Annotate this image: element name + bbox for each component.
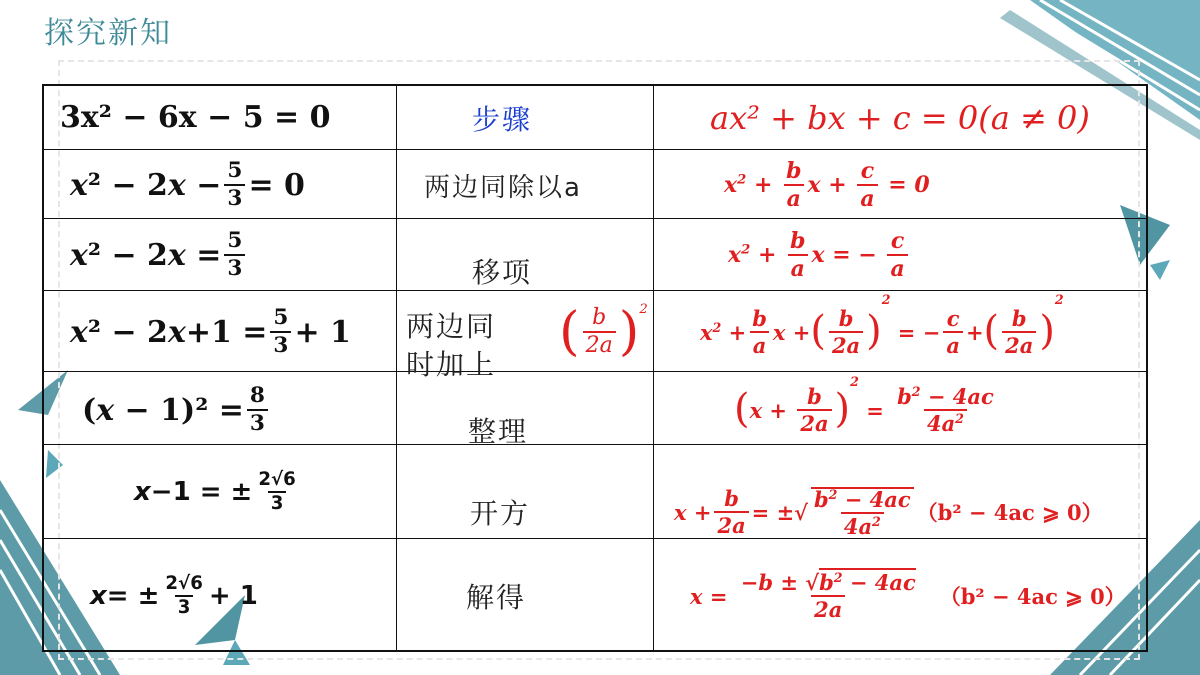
- row-divider: [44, 149, 1146, 150]
- row4-right-formula: ( x + $\frac{b}{2a}$ ) 2 = $\frac{b^2 - 4ac}{4a^2}$: [734, 374, 994, 436]
- row5-left-formula: x−1 = ± $\frac{2√6}{3}$: [134, 468, 296, 514]
- row6-left-formula: x= ± $\frac{2√6}{3}$ + 1: [90, 572, 258, 618]
- row5-step: 开方: [470, 497, 531, 530]
- row4-step: 整理: [468, 415, 529, 448]
- row6-right-formula: x = $\frac{-b \pm √b^2 - 4ac}{2a}$ （b² − 4ac ⩾ 0）: [690, 570, 1126, 622]
- derivation-table: [42, 84, 1148, 652]
- row3-right-formula: $x^2$ + $\frac{b}{a}$ x + ( $\frac{b}{2a}$ ) 2 = − $\frac{c}{a}$ + ( $\frac{b}{2a}$ ) 2: [700, 292, 1064, 358]
- row6-step: 解得: [466, 581, 527, 614]
- column-divider: [396, 86, 397, 650]
- header-general-equation: ax² + bx + c = 0(a ≠ 0): [710, 98, 1090, 137]
- column-divider: [653, 86, 654, 650]
- row2-right-formula: $x^2$ + $\frac{b}{a}$ x = − $\frac{c}{a}$: [728, 220, 911, 290]
- row1-left-formula: x² − 2x − $\frac{5}{3}$ = 0: [70, 158, 305, 211]
- page-title: 探究新知: [44, 16, 172, 51]
- row5-right-formula: x + $\frac{b}{2a}$ = ±√ $\frac{b^2 - 4ac}{4a^2}$ （b² − 4ac ⩾ 0）: [674, 486, 1103, 539]
- row2-left-formula: x² − 2x = $\frac{5}{3}$: [70, 220, 248, 290]
- row-divider: [44, 218, 1146, 219]
- row3-step: 两边同 时加上: [406, 310, 497, 381]
- row3-left-formula: x² − 2x+1 = $\frac{5}{3}$ + 1: [70, 305, 351, 358]
- row-divider: [44, 290, 1146, 291]
- row3-step-square-term: ( $\frac{b}{2a}$ ) $^2$: [559, 300, 648, 362]
- row1-right-formula: $x^2$ + $\frac{b}{a}$ x + $\frac{c}{a}$ = 0: [724, 158, 930, 212]
- row4-left-formula: (x − 1)² = $\frac{8}{3}$: [82, 374, 271, 446]
- row1-step: 两边同除以a: [424, 172, 582, 203]
- header-left-equation: 3x² − 6x − 5 = 0: [60, 100, 331, 135]
- header-steps-label: 步骤: [472, 102, 533, 136]
- row2-step: 移项: [472, 256, 533, 289]
